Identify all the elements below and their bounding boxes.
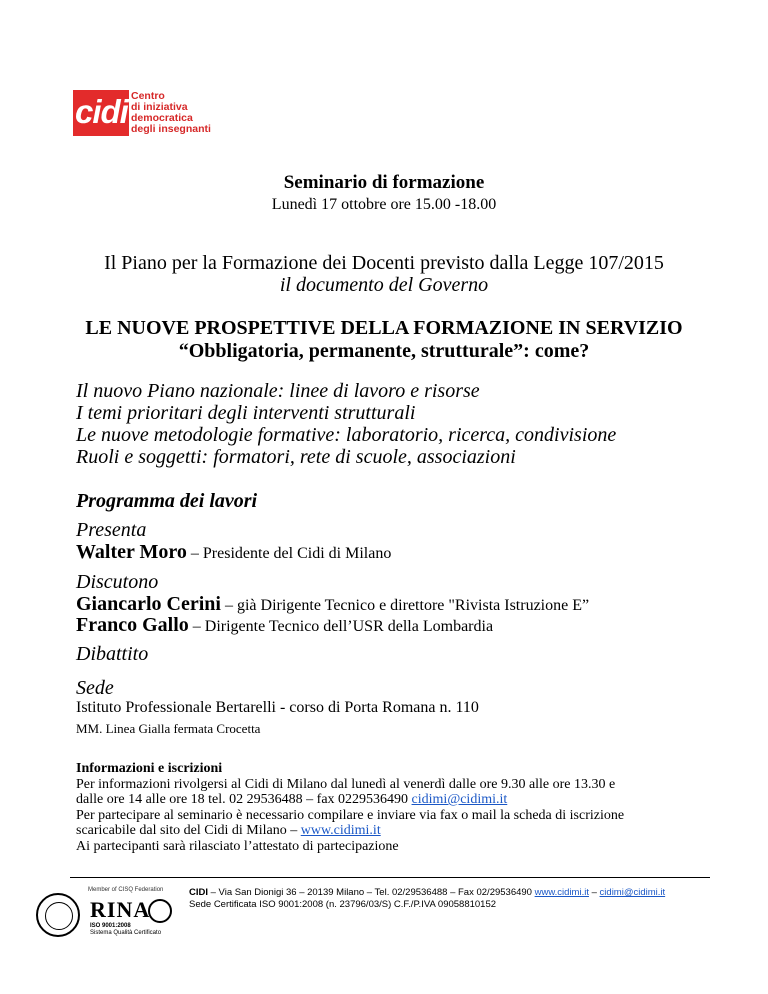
logo-mark [73, 90, 129, 136]
speaker [76, 593, 589, 616]
footer-email-link[interactable]: cidimi@cidimi.it [599, 887, 666, 898]
speaker-name: Franco Gallo [76, 614, 189, 636]
footer-org: CIDI [189, 887, 208, 898]
topic-item: Le nuove metodologie formative: laboratorio, ricerca, condivisione [76, 424, 617, 446]
seminar-subtitle: il documento del Governo [279, 274, 489, 296]
footer-address: – Via San Dionigi 36 – 20139 Milano – Tel. 02/29536488 – Fax 02/29536490 [208, 887, 535, 898]
topic-item: Il nuovo Piano nazionale: linee di lavoro e risorse [76, 380, 480, 402]
topic-list [76, 380, 616, 468]
presenta-label: Presenta [76, 519, 147, 541]
info-line: Ai partecipanti sarà rilasciato l’attestato di partecipazione [76, 838, 399, 854]
info-line: Per informazioni rivolgersi al Cidi di Milano dal lunedì al venerdì dalle ore 9.30 alle ore 13.30 e [76, 776, 616, 792]
headline-question: “Obbligatoria, permanente, strutturale”: come? [178, 340, 590, 362]
dibattito-label: Dibattito [76, 643, 149, 665]
info-site-text: scaricabile dal sito del Cidi di Milano – [76, 823, 301, 838]
cidi-logo [73, 90, 213, 136]
venue-address: Istituto Professionale Bertarelli - corso di Porta Romana n. 110 [76, 699, 479, 716]
topic-item: I temi prioritari degli interventi strutturali [76, 402, 416, 424]
presenter [76, 541, 391, 564]
speaker-role: – già Dirigente Tecnico e direttore "Rivista Istruzione E” [220, 597, 590, 614]
seal-icon [36, 893, 80, 937]
seminar-date: Lunedì 17 ottobre ore 15.00 -18.00 [271, 196, 497, 213]
info-contacts: dalle ore 14 alle ore 18 tel. 02 29536488 – fax 0229536490 [76, 792, 412, 807]
cert-iso: ISO 9001:2008 [90, 923, 131, 929]
discutono-label: Discutono [76, 571, 159, 593]
logo-acronym: cidi [75, 93, 128, 130]
cert-brand: RINA [90, 897, 151, 922]
footer-line [189, 887, 665, 899]
website-link[interactable]: www.cidimi.it [300, 823, 381, 838]
metro-info: MM. Linea Gialla fermata Crocetta [76, 721, 261, 736]
seminar-subject: Il Piano per la Formazione dei Docenti previsto dalla Legge 107/2015 [104, 252, 664, 274]
topic-item: Ruoli e soggetti: formatori, rete di scuole, associazioni [76, 446, 516, 468]
presenter-role: – Presidente del Cidi di Milano [186, 545, 392, 562]
speaker-role: – Dirigente Tecnico dell’USR della Lombardia [188, 618, 494, 635]
logo-line: Centro [131, 90, 165, 102]
logo-line: democratica [131, 112, 193, 124]
footer-cert-line: Sede Certificata ISO 9001:2008 (n. 23796/03/S) C.F./P.IVA 09058810152 [189, 899, 497, 910]
certification-logo [36, 885, 186, 945]
footer-sep: – [588, 887, 600, 898]
info-heading: Informazioni e iscrizioni [76, 761, 223, 776]
cert-member: Member of CISQ Federation [88, 887, 164, 893]
logo-line: di iniziativa [131, 101, 188, 113]
cert-system: Sistema Qualità Certificato [90, 930, 162, 936]
logo-text [131, 91, 211, 135]
footer-website-link[interactable]: www.cidimi.it [534, 887, 589, 898]
iqnet-icon [148, 899, 172, 923]
info-line [76, 823, 624, 839]
speaker-name: Giancarlo Cerini [76, 593, 221, 615]
info-line: Per partecipare al seminario è necessario compilare e inviare via fax o mail la scheda di iscrizione [76, 807, 625, 823]
speaker [76, 614, 493, 637]
info-section [76, 761, 624, 854]
footer-divider [70, 877, 710, 878]
info-line [76, 792, 624, 808]
program-heading: Programma dei lavori [76, 490, 258, 512]
sede-label: Sede [76, 677, 114, 699]
seminar-title: Seminario di formazione [283, 172, 485, 193]
headline: LE NUOVE PROSPETTIVE DELLA FORMAZIONE IN SERVIZIO [85, 317, 683, 339]
footer-text [189, 887, 665, 911]
presenter-name: Walter Moro [76, 541, 187, 563]
logo-line: degli insegnanti [131, 123, 211, 135]
email-link[interactable]: cidimi@cidimi.it [411, 792, 508, 807]
